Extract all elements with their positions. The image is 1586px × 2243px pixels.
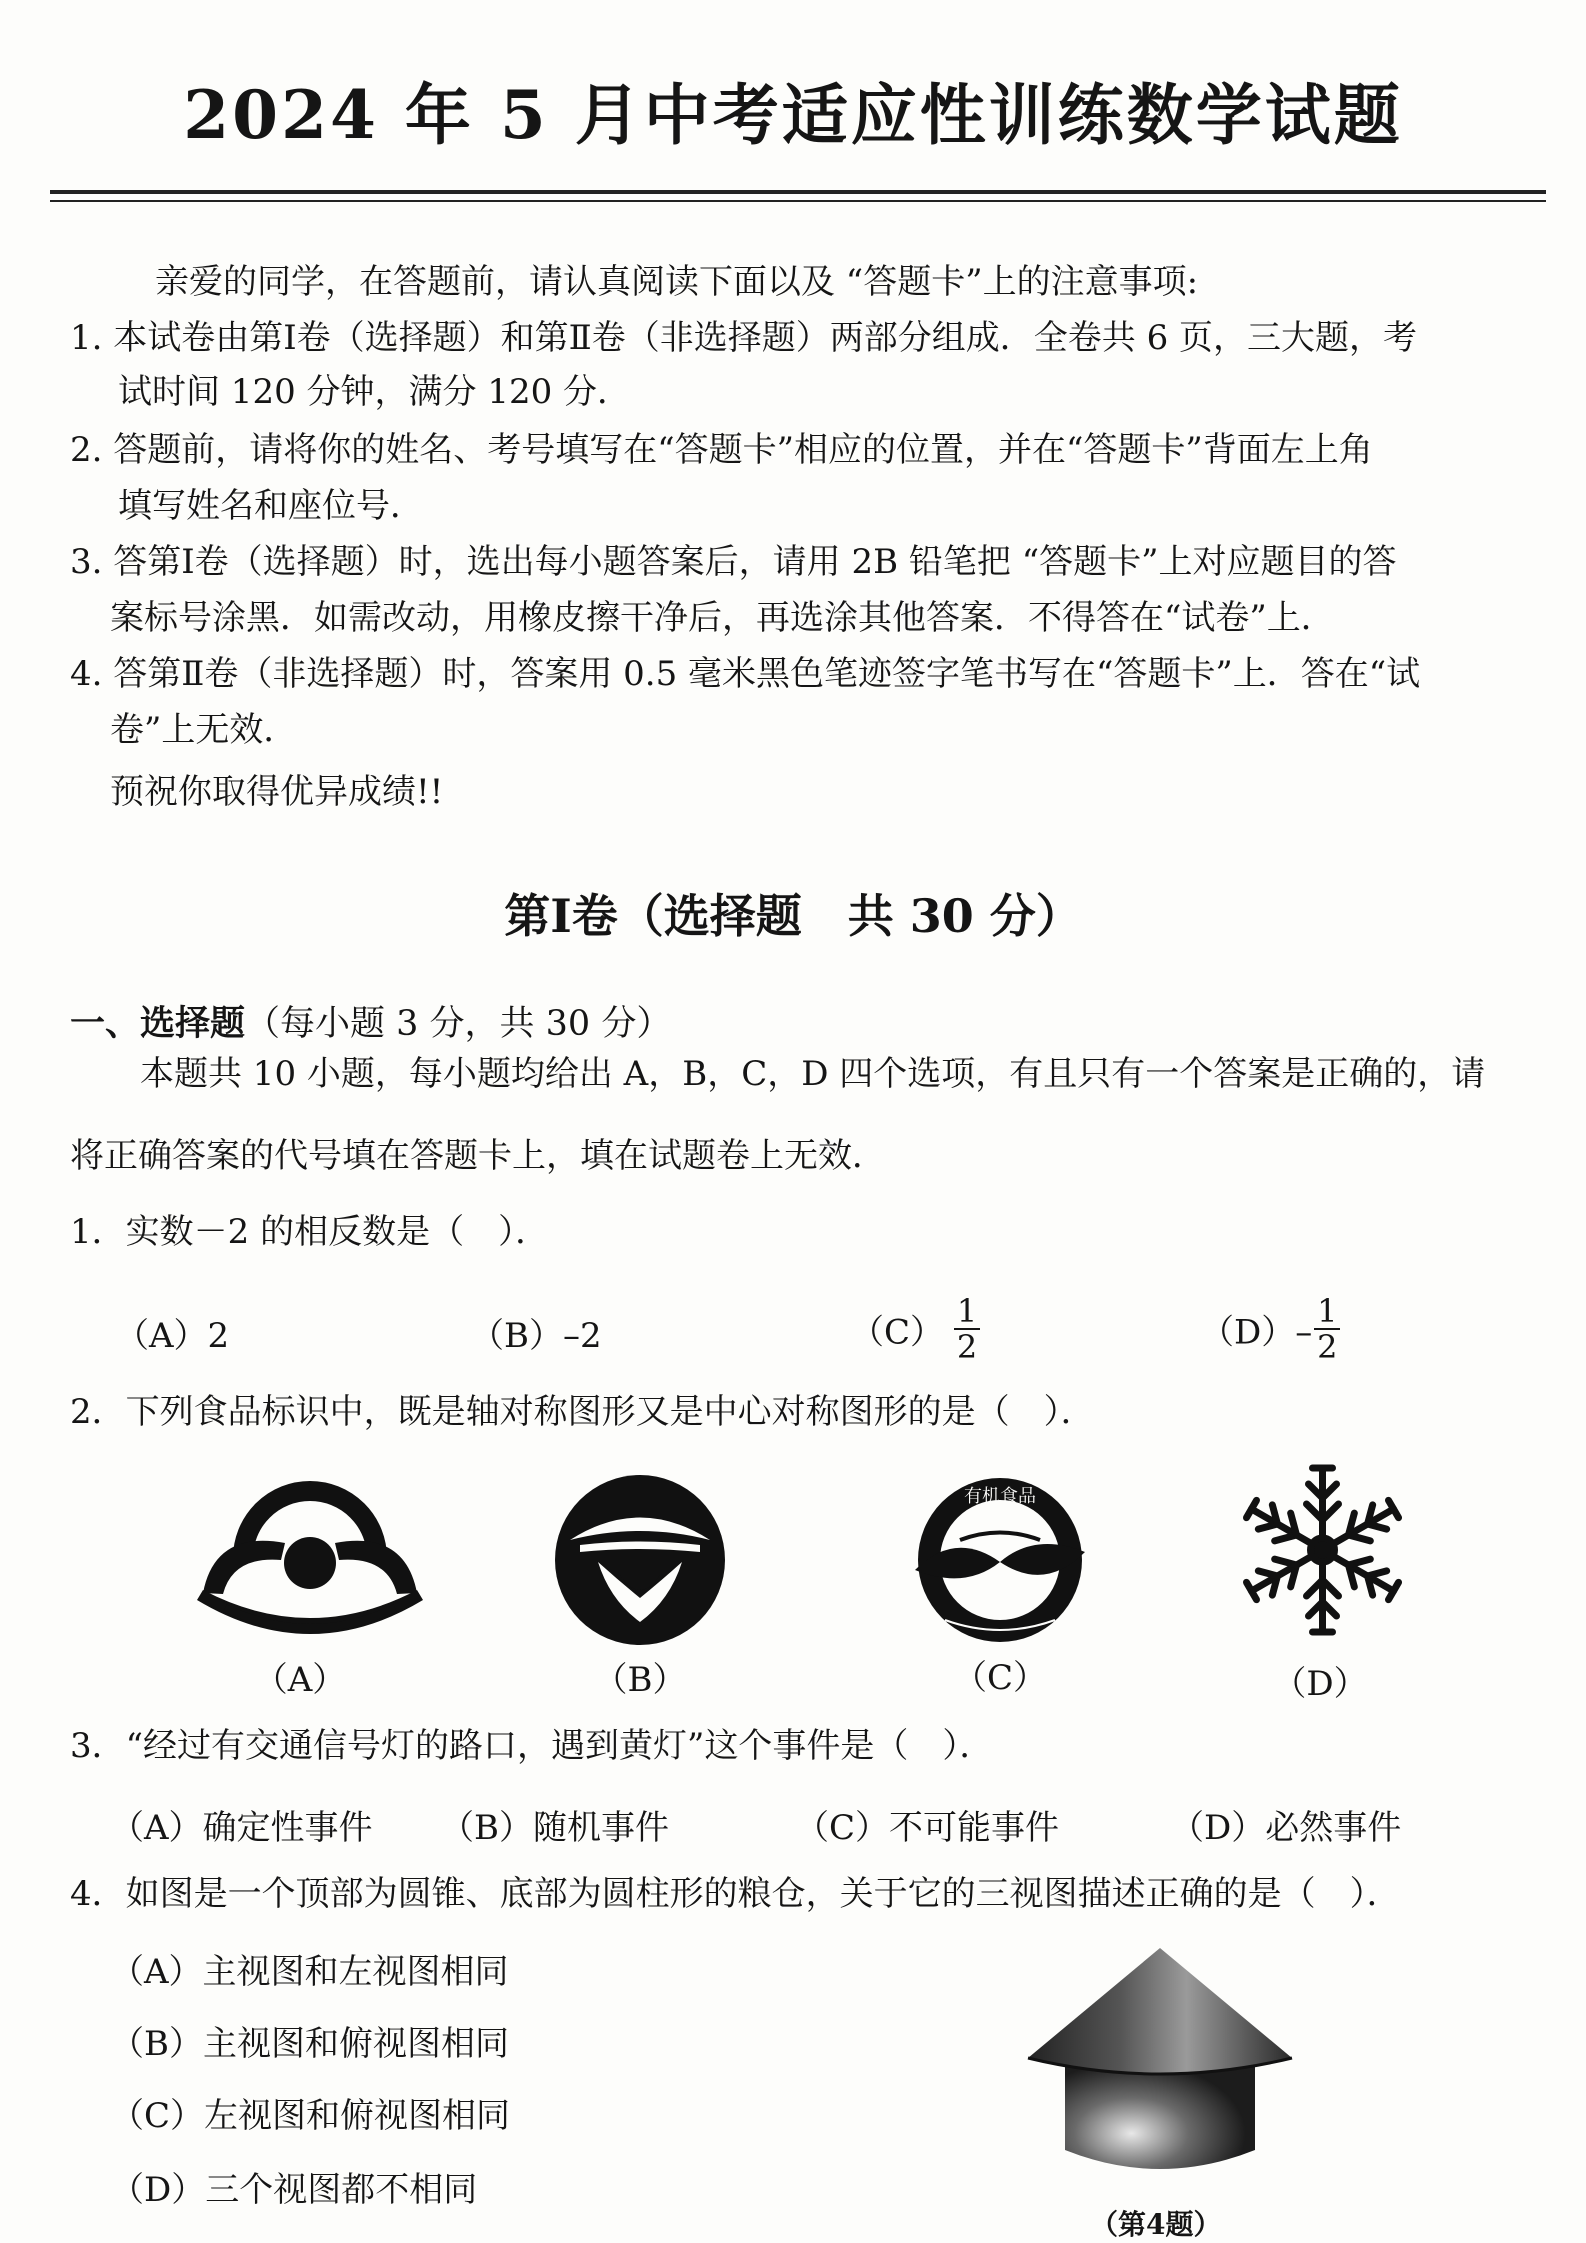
logo-a-image <box>185 1468 435 1648</box>
q4-option-b: （B）主视图和俯视图相同 <box>110 2024 509 2064</box>
intro-item-4-line1: 4. 答第Ⅱ卷（非选择题）时，答案用 0.5 毫米黑色笔迹签字笔书写在“答题卡”上．答在“试 <box>70 654 1421 694</box>
q4-option-c: （C）左视图和俯视图相同 <box>110 2096 511 2136</box>
q1-option-d-fraction <box>1314 1294 1340 1364</box>
q3-option-d: （D）必然事件 <box>1170 1808 1402 1848</box>
intro-item-4-line2: 卷”上无效． <box>110 710 298 750</box>
title-rule-thin <box>50 200 1546 202</box>
q1-stem: 1．实数－2 的相反数是（ ）． <box>70 1212 550 1252</box>
granary-figure <box>1020 1940 1300 2202</box>
q1-option-d-denominator: 2 <box>1317 1328 1338 1366</box>
q1-option-d <box>1200 1294 1340 1364</box>
intro-item-1-line1: 1. 本试卷由第Ⅰ卷（选择题）和第Ⅱ卷（非选择题）两部分组成．全卷共 6 页，三大题，考 <box>70 318 1418 358</box>
intro-item-2-line2: 填写姓名和座位号． <box>118 486 424 526</box>
q2-stem: 2．下列食品标识中，既是轴对称图形又是中心对称图形的是（ ）． <box>70 1392 1095 1432</box>
q1-option-c-fraction <box>954 1294 980 1364</box>
q4-option-a: （A）主视图和左视图相同 <box>110 1952 509 1992</box>
q1-option-c <box>850 1294 980 1364</box>
q3-stem: 3．“经过有交通信号灯的路口，遇到黄灯”这个事件是（ ）． <box>70 1726 994 1766</box>
logo-c-image <box>905 1470 1095 1650</box>
intro-item-2-line1: 2. 答题前，请将你的姓名、考号填写在“答题卡”相应的位置，并在“答题卡”背面左上角 <box>70 430 1373 470</box>
section-desc-line1: 本题共 10 小题，每小题均给出 A，B，C，D 四个选项，有且只有一个答案是正确的，请 <box>140 1054 1486 1094</box>
q4-stem: 4．如图是一个顶部为圆锥、底部为圆柱形的粮仓，关于它的三视图描述正确的是（ ）． <box>70 1874 1401 1914</box>
q2-label-a: （A） <box>253 1660 347 1700</box>
q1-option-c-label: （C） <box>850 1312 945 1353</box>
logo-b-image <box>550 1470 730 1650</box>
section-desc-line2: 将正确答案的代号填在答题卡上，填在试题卷上无效． <box>70 1136 886 1176</box>
figure-caption: （第4题） <box>1090 2208 1222 2241</box>
intro-item-1-line2: 试时间 120 分钟，满分 120 分． <box>118 372 632 412</box>
section-title: 第Ⅰ卷（选择题 共 30 分） <box>504 889 1082 943</box>
title-rule-thick <box>50 190 1546 194</box>
q1-option-a: （A）2 <box>115 1316 230 1356</box>
q3-option-a: （A）确定性事件 <box>110 1808 373 1848</box>
logo-c-text: 有机食品 <box>964 1486 1036 1507</box>
intro-item-3-line2: 案标号涂黑．如需改动，用橡皮擦干净后，再选涂其他答案．不得答在“试卷”上． <box>110 598 1335 638</box>
section-heading-label: 一、选择题 <box>70 1003 246 1044</box>
q3-option-c: （C）不可能事件 <box>795 1808 1060 1848</box>
q2-label-b: （B） <box>593 1660 687 1700</box>
q1-option-c-denominator: 2 <box>956 1328 978 1366</box>
q1-option-d-numerator: 1 <box>1317 1292 1338 1330</box>
page-title: 2024 年 5 月中考适应性训练数学试题 <box>183 76 1403 154</box>
logo-d-snowflake-image <box>1235 1460 1410 1640</box>
q1-option-b: （B）–2 <box>470 1316 602 1356</box>
intro-item-3-line1: 3. 答第Ⅰ卷（选择题）时，选出每小题答案后，请用 2B 铅笔把 “答题卡”上对应题目的答 <box>70 542 1397 582</box>
section-heading <box>70 996 671 1046</box>
q1-option-c-numerator: 1 <box>956 1292 978 1330</box>
q3-option-b: （B）随机事件 <box>440 1808 669 1848</box>
intro-greeting: 亲爱的同学，在答题前，请认真阅读下面以及 “答题卡”上的注意事项: <box>155 262 1199 302</box>
q2-label-d: （D） <box>1272 1664 1368 1704</box>
q4-option-d: （D）三个视图都不相同 <box>110 2170 478 2210</box>
q2-label-c: （C） <box>952 1658 1047 1698</box>
q1-option-d-label: （D）– <box>1200 1312 1313 1353</box>
section-heading-points: （每小题 3 分，共 30 分） <box>245 1004 672 1044</box>
intro-wish: 预祝你取得优异成绩!! <box>110 772 444 812</box>
